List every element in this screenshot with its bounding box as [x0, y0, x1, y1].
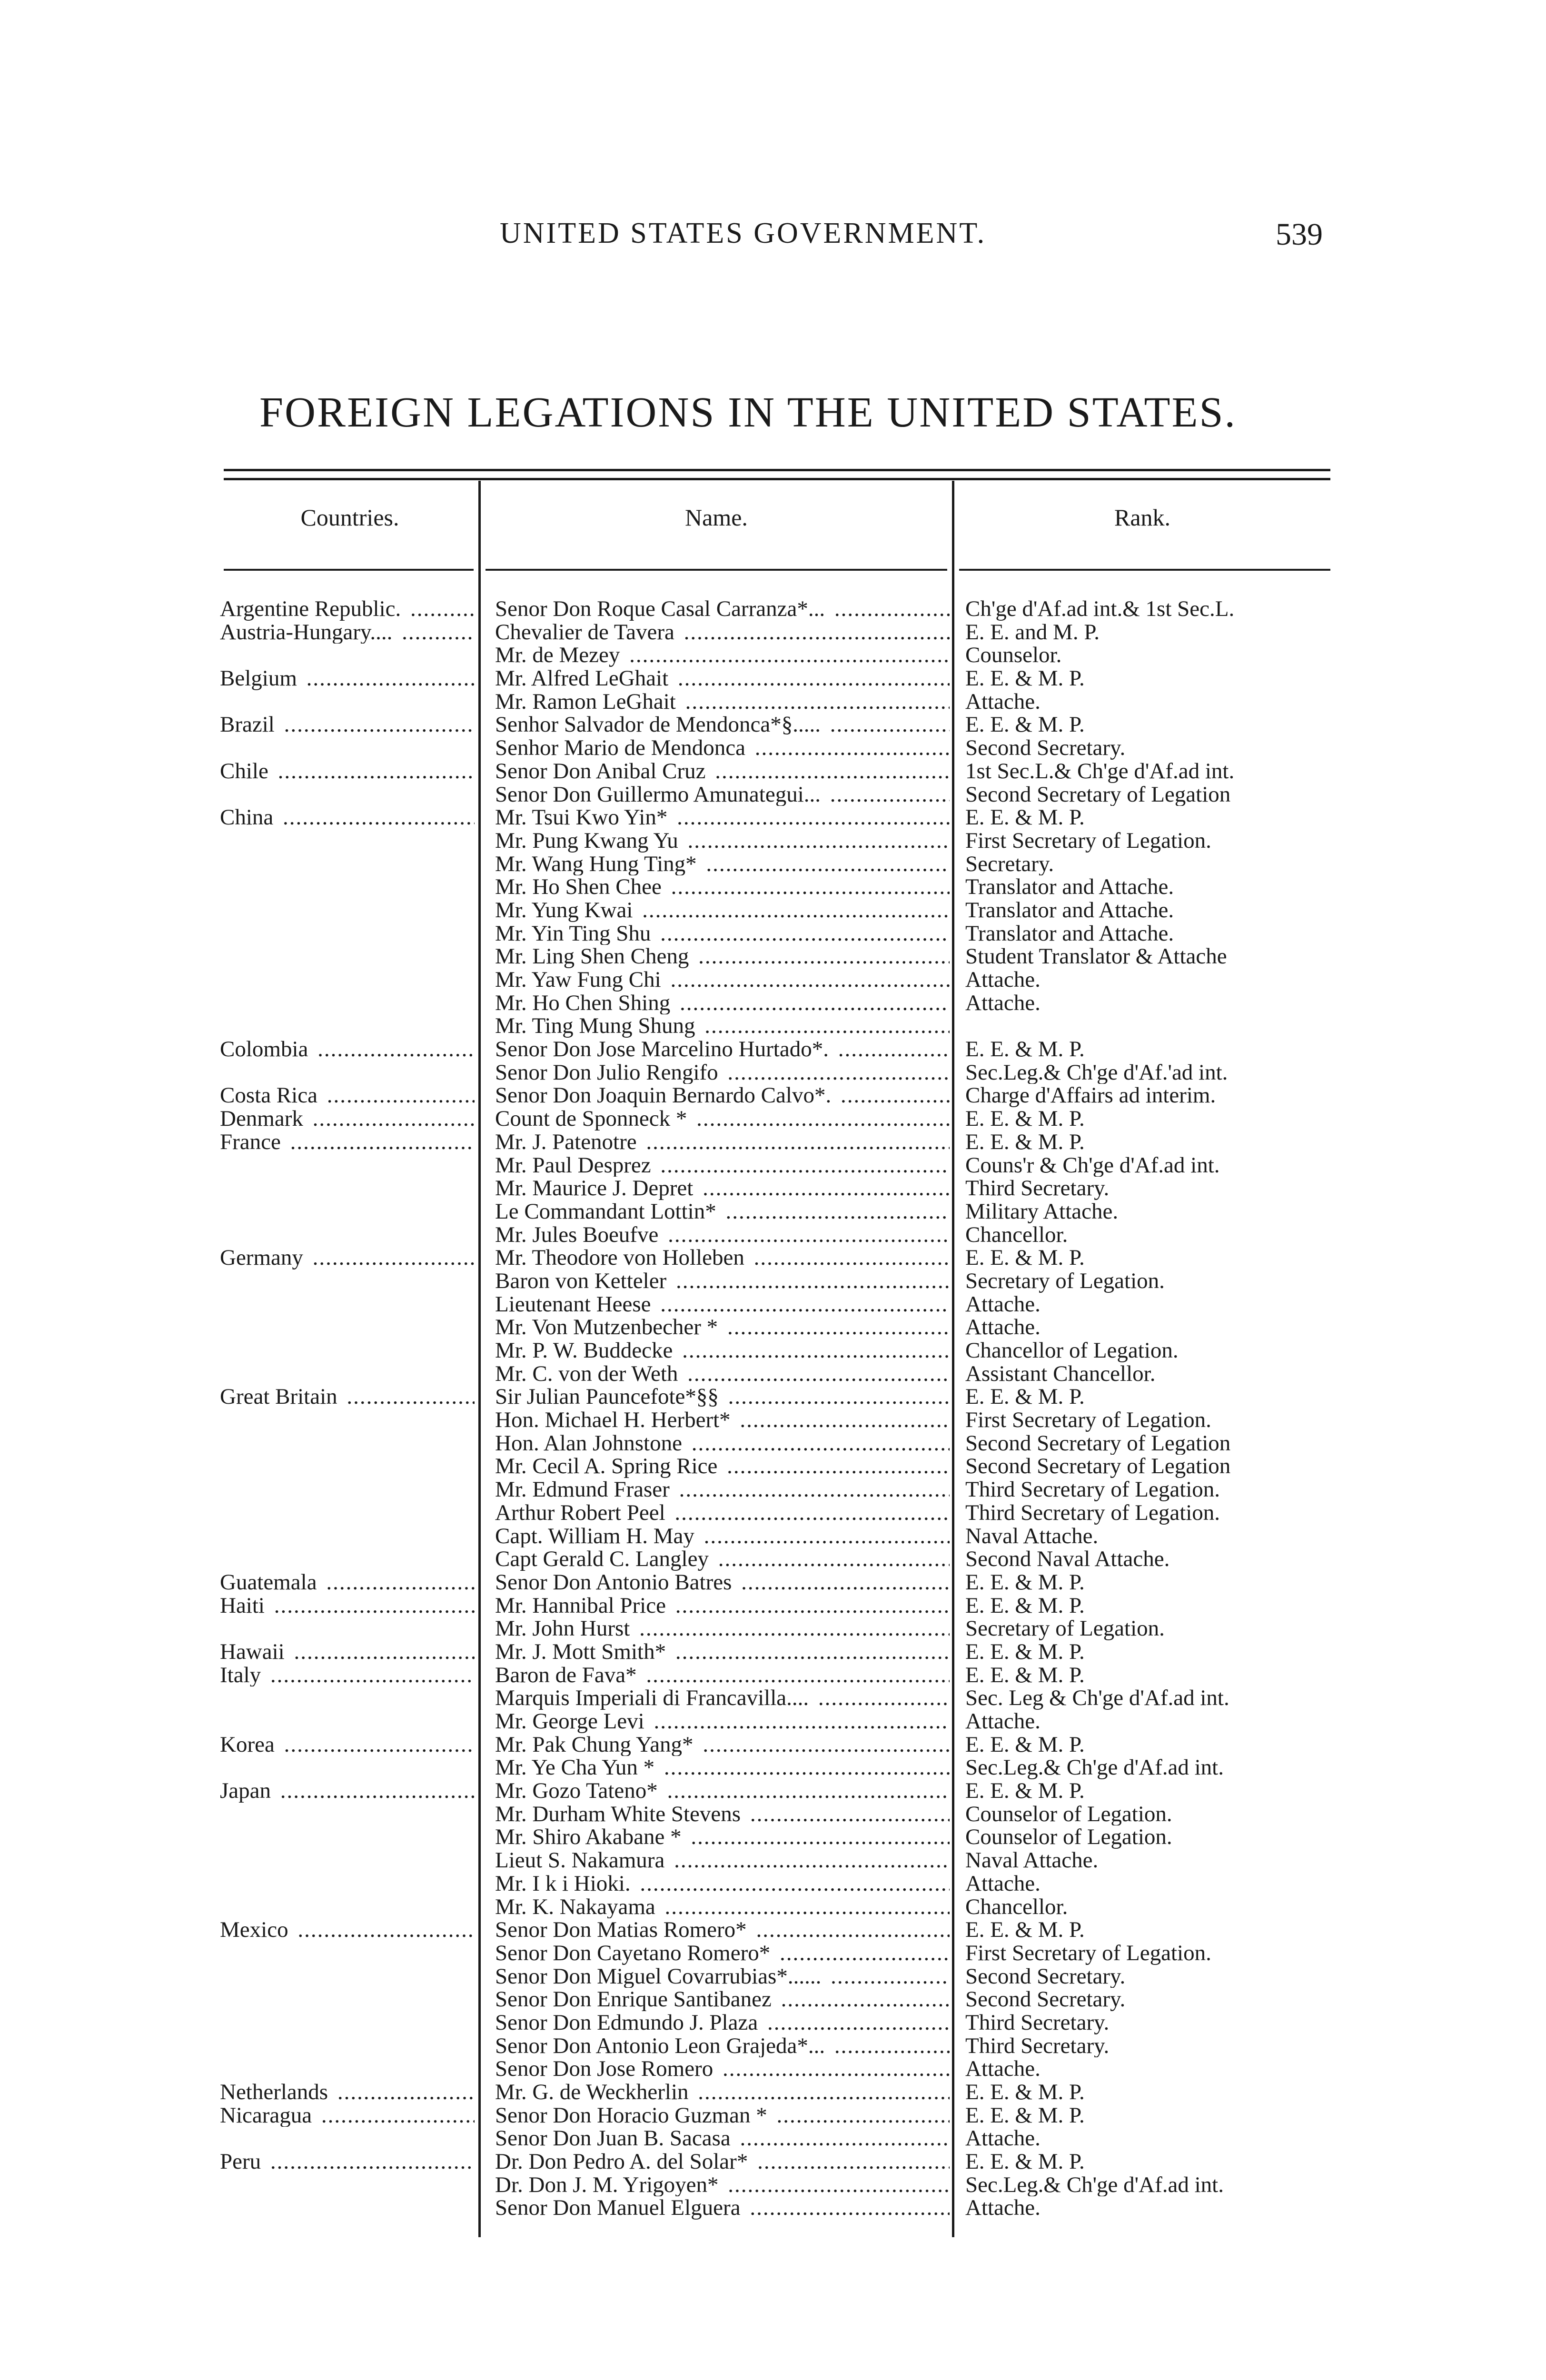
- name-cell: Senor Don Jose Romero .....: [495, 2057, 950, 2081]
- rank-cell: Second Secretary of Legation: [965, 1431, 1231, 1455]
- country-cell: [220, 1756, 475, 1779]
- country-cell: [220, 1849, 475, 1872]
- rank-cell: Attache.: [965, 991, 1041, 1015]
- name-cell: Baron von Ketteler .....: [495, 1269, 950, 1293]
- country-cell: [220, 829, 475, 853]
- name-cell: Mr. J. Mott Smith* .....: [495, 1640, 950, 1664]
- name-cell: Mr. de Mezey .....: [495, 644, 950, 667]
- country-cell: [220, 1872, 475, 1895]
- table-row: [0, 621, 1546, 644]
- country-cell: Mexico .....: [220, 1918, 475, 1942]
- country-cell: [220, 1293, 475, 1316]
- name-cell: Mr. Ting Mung Shung .....: [495, 1014, 950, 1038]
- name-cell: Senor Don Juan B. Sacasa .....: [495, 2127, 950, 2150]
- rank-cell: E. E. & M. P.: [965, 2081, 1085, 2104]
- country-cell: [220, 1154, 475, 1177]
- name-cell: Mr. Edmund Fraser .....: [495, 1478, 950, 1501]
- name-cell: Le Commandant Lottin* .....: [495, 1200, 950, 1223]
- table-row: [0, 1988, 1546, 2011]
- name-cell: Mr. John Hurst .....: [495, 1617, 950, 1640]
- name-cell: Mr. Cecil A. Spring Rice .....: [495, 1455, 950, 1478]
- table-row: [0, 1107, 1546, 1130]
- table-row: [0, 1293, 1546, 1316]
- table-row: [0, 2127, 1546, 2150]
- rank-cell: Third Secretary of Legation.: [965, 1501, 1220, 1525]
- country-cell: [220, 945, 475, 968]
- name-cell: Chevalier de Tavera .....: [495, 621, 950, 644]
- country-cell: [220, 1408, 475, 1432]
- country-cell: [220, 1362, 475, 1386]
- country-cell: Great Britain .....: [220, 1385, 475, 1408]
- rank-cell: Attache.: [965, 1292, 1041, 1316]
- table-row: [0, 1617, 1546, 1640]
- table-row: [0, 829, 1546, 853]
- country-cell: [220, 1061, 475, 1084]
- table-row: [0, 1918, 1546, 1942]
- table-row: [0, 1501, 1546, 1525]
- rank-cell: Translator and Attache.: [965, 922, 1174, 945]
- table-row: [0, 1084, 1546, 1107]
- country-cell: [220, 1710, 475, 1733]
- country-cell: Nicaragua .....: [220, 2104, 475, 2127]
- name-cell: Marquis Imperiali di Francavilla.... .....: [495, 1686, 950, 1710]
- name-cell: Mr. Jules Boeufve .....: [495, 1223, 950, 1247]
- name-cell: Mr. Von Mutzenbecher * .....: [495, 1316, 950, 1339]
- rank-cell: Sec.Leg.& Ch'ge d'Af.ad int.: [965, 1756, 1224, 1780]
- rank-cell: E. E. & M. P.: [965, 2103, 1085, 2127]
- table-row: [0, 644, 1546, 667]
- table-row: [0, 597, 1546, 621]
- table-row: [0, 1316, 1546, 1339]
- name-cell: Senhor Mario de Mendonca .....: [495, 736, 950, 760]
- country-cell: [220, 922, 475, 945]
- country-cell: [220, 690, 475, 714]
- rank-cell: E. E. & M. P.: [965, 1107, 1085, 1130]
- name-cell: Mr. Paul Desprez .....: [495, 1154, 950, 1177]
- rank-cell: Translator and Attache.: [965, 898, 1174, 922]
- name-cell: Mr. Maurice J. Depret .....: [495, 1177, 950, 1200]
- rank-cell: Sec.Leg.& Ch'ge d'Af.ad int.: [965, 2173, 1224, 2197]
- table-row: [0, 1825, 1546, 1849]
- table-row: [0, 2081, 1546, 2104]
- country-cell: [220, 1525, 475, 1548]
- table-row: [0, 875, 1546, 899]
- table-row: [0, 2011, 1546, 2034]
- table-row: [0, 2150, 1546, 2173]
- column-header-rank: Rank.: [1114, 504, 1171, 531]
- country-cell: [220, 1432, 475, 1455]
- rank-cell: Third Secretary of Legation.: [965, 1478, 1220, 1501]
- country-cell: [220, 2034, 475, 2058]
- table-row: [0, 760, 1546, 783]
- name-cell: Mr. Durham White Stevens .....: [495, 1803, 950, 1826]
- name-cell: Mr. Ho Shen Chee .....: [495, 875, 950, 899]
- column-header-name: Name.: [685, 504, 748, 531]
- rank-cell: Attache.: [965, 1710, 1041, 1733]
- table-row: [0, 968, 1546, 992]
- country-cell: Denmark .....: [220, 1107, 475, 1130]
- country-cell: Argentine Republic. .....: [220, 597, 475, 621]
- country-cell: Colombia .....: [220, 1038, 475, 1061]
- rank-cell: E. E. & M. P.: [965, 1038, 1085, 1061]
- rank-cell: Attache.: [965, 1316, 1041, 1339]
- rank-cell: E. E. & M. P.: [965, 1570, 1085, 1594]
- country-cell: [220, 2196, 475, 2220]
- table-row: [0, 1038, 1546, 1061]
- name-cell: Senor Don Cayetano Romero* .....: [495, 1942, 950, 1965]
- rank-cell: E. E. & M. P.: [965, 1918, 1085, 1942]
- name-cell: Baron de Fava* .....: [495, 1664, 950, 1687]
- table-row: [0, 2196, 1546, 2220]
- table-row: [0, 2034, 1546, 2058]
- name-cell: Senor Don Miguel Covarrubias*...... .....: [495, 1965, 950, 1988]
- name-cell: Mr. Tsui Kwo Yin* .....: [495, 806, 950, 829]
- table-row: [0, 1779, 1546, 1803]
- table-row: [0, 1640, 1546, 1664]
- country-cell: Chile .....: [220, 760, 475, 783]
- country-cell: [220, 1223, 475, 1247]
- country-cell: [220, 1547, 475, 1571]
- legations-table: [0, 597, 1546, 2220]
- name-cell: Senhor Salvador de Mendonca*§..... .....: [495, 713, 950, 736]
- rank-cell: Student Translator & Attache: [965, 945, 1227, 969]
- table-row: [0, 1547, 1546, 1571]
- country-cell: Japan .....: [220, 1779, 475, 1803]
- running-head: UNITED STATES GOVERNMENT.: [500, 217, 987, 249]
- name-cell: Mr. I k i Hioki. .....: [495, 1872, 950, 1895]
- country-cell: [220, 1269, 475, 1293]
- rank-cell: Second Naval Attache.: [965, 1547, 1170, 1571]
- country-cell: Brazil .....: [220, 713, 475, 736]
- rank-cell: E. E. & M. P.: [965, 806, 1085, 829]
- table-row: [0, 1965, 1546, 1988]
- rank-cell: Second Secretary of Legation: [965, 1455, 1231, 1478]
- country-cell: [220, 1617, 475, 1640]
- country-cell: [220, 853, 475, 876]
- rank-cell: First Secretary of Legation.: [965, 1408, 1211, 1432]
- table-row: [0, 1571, 1546, 1594]
- table-row: [0, 853, 1546, 876]
- name-cell: Mr. Hannibal Price .....: [495, 1594, 950, 1617]
- name-cell: Hon. Michael H. Herbert* .....: [495, 1408, 950, 1432]
- rank-cell: E. E. & M. P.: [965, 1640, 1085, 1664]
- name-cell: Mr. Yin Ting Shu .....: [495, 922, 950, 945]
- top-rule-thin: [224, 478, 1330, 480]
- table-row: [0, 1478, 1546, 1501]
- country-cell: [220, 1339, 475, 1362]
- name-cell: Mr. Pak Chung Yang* .....: [495, 1733, 950, 1756]
- country-cell: China .....: [220, 806, 475, 829]
- country-cell: [220, 2173, 475, 2197]
- rank-cell: Secretary of Legation.: [965, 1617, 1165, 1640]
- rank-cell: Chancellor of Legation.: [965, 1339, 1179, 1362]
- name-cell: Senor Don Guillermo Amunategui... .....: [495, 783, 950, 806]
- name-cell: Senor Don Antonio Batres .....: [495, 1571, 950, 1594]
- name-cell: Mr. Yung Kwai .....: [495, 899, 950, 922]
- table-row: [0, 1014, 1546, 1038]
- rank-cell: Second Secretary.: [965, 1988, 1126, 2011]
- rank-cell: Counselor of Legation.: [965, 1802, 1172, 1826]
- country-cell: [220, 1942, 475, 1965]
- country-cell: [220, 644, 475, 667]
- rank-cell: Chancellor.: [965, 1895, 1068, 1919]
- rank-cell: Couns'r & Ch'ge d'Af.ad int.: [965, 1153, 1220, 1177]
- table-row: [0, 1154, 1546, 1177]
- table-row: [0, 899, 1546, 922]
- table-row: [0, 1130, 1546, 1154]
- name-cell: Mr. Yaw Fung Chi .....: [495, 968, 950, 992]
- name-cell: Mr. G. de Weckherlin .....: [495, 2081, 950, 2104]
- rank-cell: Counselor.: [965, 644, 1062, 667]
- header-rule-rank: [959, 569, 1330, 571]
- country-cell: Peru .....: [220, 2150, 475, 2173]
- rank-cell: E. E. & M. P.: [965, 2150, 1085, 2173]
- rank-cell: E. E. & M. P.: [965, 713, 1085, 737]
- country-cell: [220, 2057, 475, 2081]
- name-cell: Mr. Ling Shen Cheng .....: [495, 945, 950, 968]
- name-cell: Senor Don Antonio Leon Grajeda*... .....: [495, 2034, 950, 2058]
- country-cell: [220, 2127, 475, 2150]
- rank-cell: Assistant Chancellor.: [965, 1362, 1156, 1386]
- table-row: [0, 2173, 1546, 2197]
- country-cell: [220, 1200, 475, 1223]
- country-cell: [220, 1895, 475, 1919]
- country-cell: Italy .....: [220, 1664, 475, 1687]
- rank-cell: E. E. and M. P.: [965, 620, 1100, 644]
- rank-cell: Third Secretary.: [965, 1177, 1110, 1200]
- rank-cell: E. E. & M. P.: [965, 1779, 1085, 1803]
- rank-cell: Sec.Leg.& Ch'ge d'Af.'ad int.: [965, 1061, 1228, 1084]
- name-cell: Capt. William H. May .....: [495, 1525, 950, 1548]
- rank-cell: Attache.: [965, 2057, 1041, 2081]
- rank-cell: Secretary.: [965, 852, 1054, 876]
- country-cell: [220, 2011, 475, 2034]
- table-row: [0, 1061, 1546, 1084]
- table-row: [0, 783, 1546, 806]
- table-row: [0, 1200, 1546, 1223]
- country-cell: Netherlands .....: [220, 2081, 475, 2104]
- name-cell: Lieut S. Nakamura .....: [495, 1849, 950, 1872]
- name-cell: Mr. P. W. Buddecke .....: [495, 1339, 950, 1362]
- table-row: [0, 1686, 1546, 1710]
- rank-cell: E. E. & M. P.: [965, 667, 1085, 690]
- table-row: [0, 806, 1546, 829]
- name-cell: Senor Don Matias Romero* .....: [495, 1918, 950, 1942]
- country-cell: [220, 1455, 475, 1478]
- rank-cell: Naval Attache.: [965, 1524, 1099, 1548]
- country-cell: Austria-Hungary.... .....: [220, 621, 475, 644]
- table-row: [0, 1177, 1546, 1200]
- top-rule-thick: [224, 469, 1330, 471]
- table-row: [0, 1455, 1546, 1478]
- name-cell: Count de Sponneck * .....: [495, 1107, 950, 1130]
- name-cell: Mr. Ho Chen Shing .....: [495, 992, 950, 1015]
- table-row: [0, 1223, 1546, 1247]
- name-cell: Mr. Shiro Akabane * .....: [495, 1825, 950, 1849]
- table-row: [0, 667, 1546, 690]
- name-cell: Senor Don Joaquin Bernardo Calvo*. .....: [495, 1084, 950, 1107]
- name-cell: Sir Julian Pauncefote*§§ .....: [495, 1385, 950, 1408]
- table-row: [0, 1246, 1546, 1269]
- table-row: [0, 1710, 1546, 1733]
- page-number: 539: [1276, 217, 1323, 252]
- rank-cell: Military Attache.: [965, 1200, 1119, 1223]
- page-title: FOREIGN LEGATIONS IN THE UNITED STATES.: [259, 389, 1237, 436]
- name-cell: Dr. Don J. M. Yrigoyen* .....: [495, 2173, 950, 2197]
- name-cell: Senor Don Julio Rengifo .....: [495, 1061, 950, 1084]
- country-cell: Germany .....: [220, 1246, 475, 1269]
- table-row: [0, 690, 1546, 714]
- rank-cell: E. E. & M. P.: [965, 1246, 1085, 1269]
- rank-cell: E. E. & M. P.: [965, 1130, 1085, 1154]
- name-cell: Lieutenant Heese .....: [495, 1293, 950, 1316]
- country-cell: Korea .....: [220, 1733, 475, 1756]
- country-cell: [220, 992, 475, 1015]
- column-header-countries: Countries.: [300, 504, 399, 531]
- name-cell: Mr. Ye Cha Yun * .....: [495, 1756, 950, 1779]
- rank-cell: Counselor of Legation.: [965, 1825, 1172, 1849]
- rank-cell: Attache.: [965, 2127, 1041, 2151]
- name-cell: Senor Don Anibal Cruz .....: [495, 760, 950, 783]
- name-cell: Mr. George Levi .....: [495, 1710, 950, 1733]
- table-row: [0, 1849, 1546, 1872]
- rank-cell: Chancellor.: [965, 1223, 1068, 1247]
- country-cell: [220, 899, 475, 922]
- table-row: [0, 713, 1546, 736]
- rank-cell: Second Secretary.: [965, 736, 1126, 760]
- country-cell: [220, 1316, 475, 1339]
- table-row: [0, 2104, 1546, 2127]
- table-row: [0, 736, 1546, 760]
- country-cell: [220, 968, 475, 992]
- country-cell: [220, 1686, 475, 1710]
- table-row: [0, 1362, 1546, 1386]
- country-cell: [220, 1478, 475, 1501]
- country-cell: [220, 783, 475, 806]
- name-cell: Capt Gerald C. Langley .....: [495, 1547, 950, 1571]
- name-cell: Hon. Alan Johnstone .....: [495, 1432, 950, 1455]
- country-cell: [220, 1988, 475, 2011]
- name-cell: Mr. Theodore von Holleben .....: [495, 1246, 950, 1269]
- table-row: [0, 1872, 1546, 1895]
- table-row: [0, 992, 1546, 1015]
- name-cell: Mr. K. Nakayama .....: [495, 1895, 950, 1919]
- rank-cell: First Secretary of Legation.: [965, 829, 1211, 853]
- table-row: [0, 922, 1546, 945]
- table-row: [0, 2057, 1546, 2081]
- country-cell: Haiti .....: [220, 1594, 475, 1617]
- header-rule-name: [486, 569, 947, 571]
- country-cell: [220, 736, 475, 760]
- name-cell: Mr. Pung Kwang Yu .....: [495, 829, 950, 853]
- table-row: [0, 1269, 1546, 1293]
- table-row: [0, 945, 1546, 968]
- country-cell: Belgium .....: [220, 667, 475, 690]
- rank-cell: Ch'ge d'Af.ad int.& 1st Sec.L.: [965, 597, 1235, 621]
- table-row: [0, 1408, 1546, 1432]
- rank-cell: Attache.: [965, 2196, 1041, 2220]
- country-cell: [220, 1501, 475, 1525]
- country-cell: France .....: [220, 1130, 475, 1154]
- table-row: [0, 1339, 1546, 1362]
- table-row: [0, 1803, 1546, 1826]
- rank-cell: Attache.: [965, 690, 1041, 714]
- name-cell: Senor Don Roque Casal Carranza*... .....: [495, 597, 950, 621]
- name-cell: Mr. C. von der Weth .....: [495, 1362, 950, 1386]
- name-cell: Senor Don Horacio Guzman * .....: [495, 2104, 950, 2127]
- table-row: [0, 1385, 1546, 1408]
- name-cell: Mr. Wang Hung Ting* .....: [495, 853, 950, 876]
- country-cell: Hawaii .....: [220, 1640, 475, 1664]
- name-cell: Mr. Ramon LeGhait .....: [495, 690, 950, 714]
- rank-cell: Translator and Attache.: [965, 875, 1174, 899]
- rank-cell: E. E. & M. P.: [965, 1663, 1085, 1687]
- name-cell: Mr. J. Patenotre .....: [495, 1130, 950, 1154]
- country-cell: [220, 1965, 475, 1988]
- country-cell: [220, 1014, 475, 1038]
- rank-cell: Second Secretary of Legation: [965, 783, 1231, 806]
- rank-cell: Secretary of Legation.: [965, 1269, 1165, 1293]
- country-cell: [220, 1825, 475, 1849]
- rank-cell: Second Secretary.: [965, 1964, 1126, 1988]
- rank-cell: Sec. Leg & Ch'ge d'Af.ad int.: [965, 1686, 1229, 1710]
- rank-cell: E. E. & M. P.: [965, 1733, 1085, 1756]
- name-cell: Mr. Alfred LeGhait .....: [495, 667, 950, 690]
- country-cell: Guatemala .....: [220, 1571, 475, 1594]
- rank-cell: Charge d'Affairs ad interim.: [965, 1084, 1216, 1108]
- country-cell: [220, 1803, 475, 1826]
- name-cell: Dr. Don Pedro A. del Solar* .....: [495, 2150, 950, 2173]
- rank-cell: First Secretary of Legation.: [965, 1941, 1211, 1965]
- rank-cell: E. E. & M. P.: [965, 1594, 1085, 1617]
- table-row: [0, 1664, 1546, 1687]
- name-cell: Senor Don Manuel Elguera .....: [495, 2196, 950, 2220]
- name-cell: Mr. Gozo Tateno* .....: [495, 1779, 950, 1803]
- name-cell: Senor Don Jose Marcelino Hurtado*. .....: [495, 1038, 950, 1061]
- rank-cell: E. E. & M. P.: [965, 1385, 1085, 1409]
- table-row: [0, 1432, 1546, 1455]
- name-cell: Senor Don Edmundo J. Plaza .....: [495, 2011, 950, 2034]
- name-cell: Arthur Robert Peel .....: [495, 1501, 950, 1525]
- rank-cell: Attache.: [965, 968, 1041, 992]
- table-row: [0, 1942, 1546, 1965]
- rank-cell: Attache.: [965, 1872, 1041, 1895]
- country-cell: [220, 1177, 475, 1200]
- name-cell: Senor Don Enrique Santibanez .....: [495, 1988, 950, 2011]
- country-cell: Costa Rica .....: [220, 1084, 475, 1107]
- rank-cell: Naval Attache.: [965, 1849, 1099, 1872]
- country-cell: [220, 875, 475, 899]
- rank-cell: Third Secretary.: [965, 2011, 1110, 2034]
- table-row: [0, 1733, 1546, 1756]
- rank-cell: Third Secretary.: [965, 2034, 1110, 2058]
- rank-cell: 1st Sec.L.& Ch'ge d'Af.ad int.: [965, 759, 1235, 783]
- table-row: [0, 1756, 1546, 1779]
- header-rule-countries: [224, 569, 474, 571]
- table-row: [0, 1895, 1546, 1919]
- table-row: [0, 1525, 1546, 1548]
- table-row: [0, 1594, 1546, 1617]
